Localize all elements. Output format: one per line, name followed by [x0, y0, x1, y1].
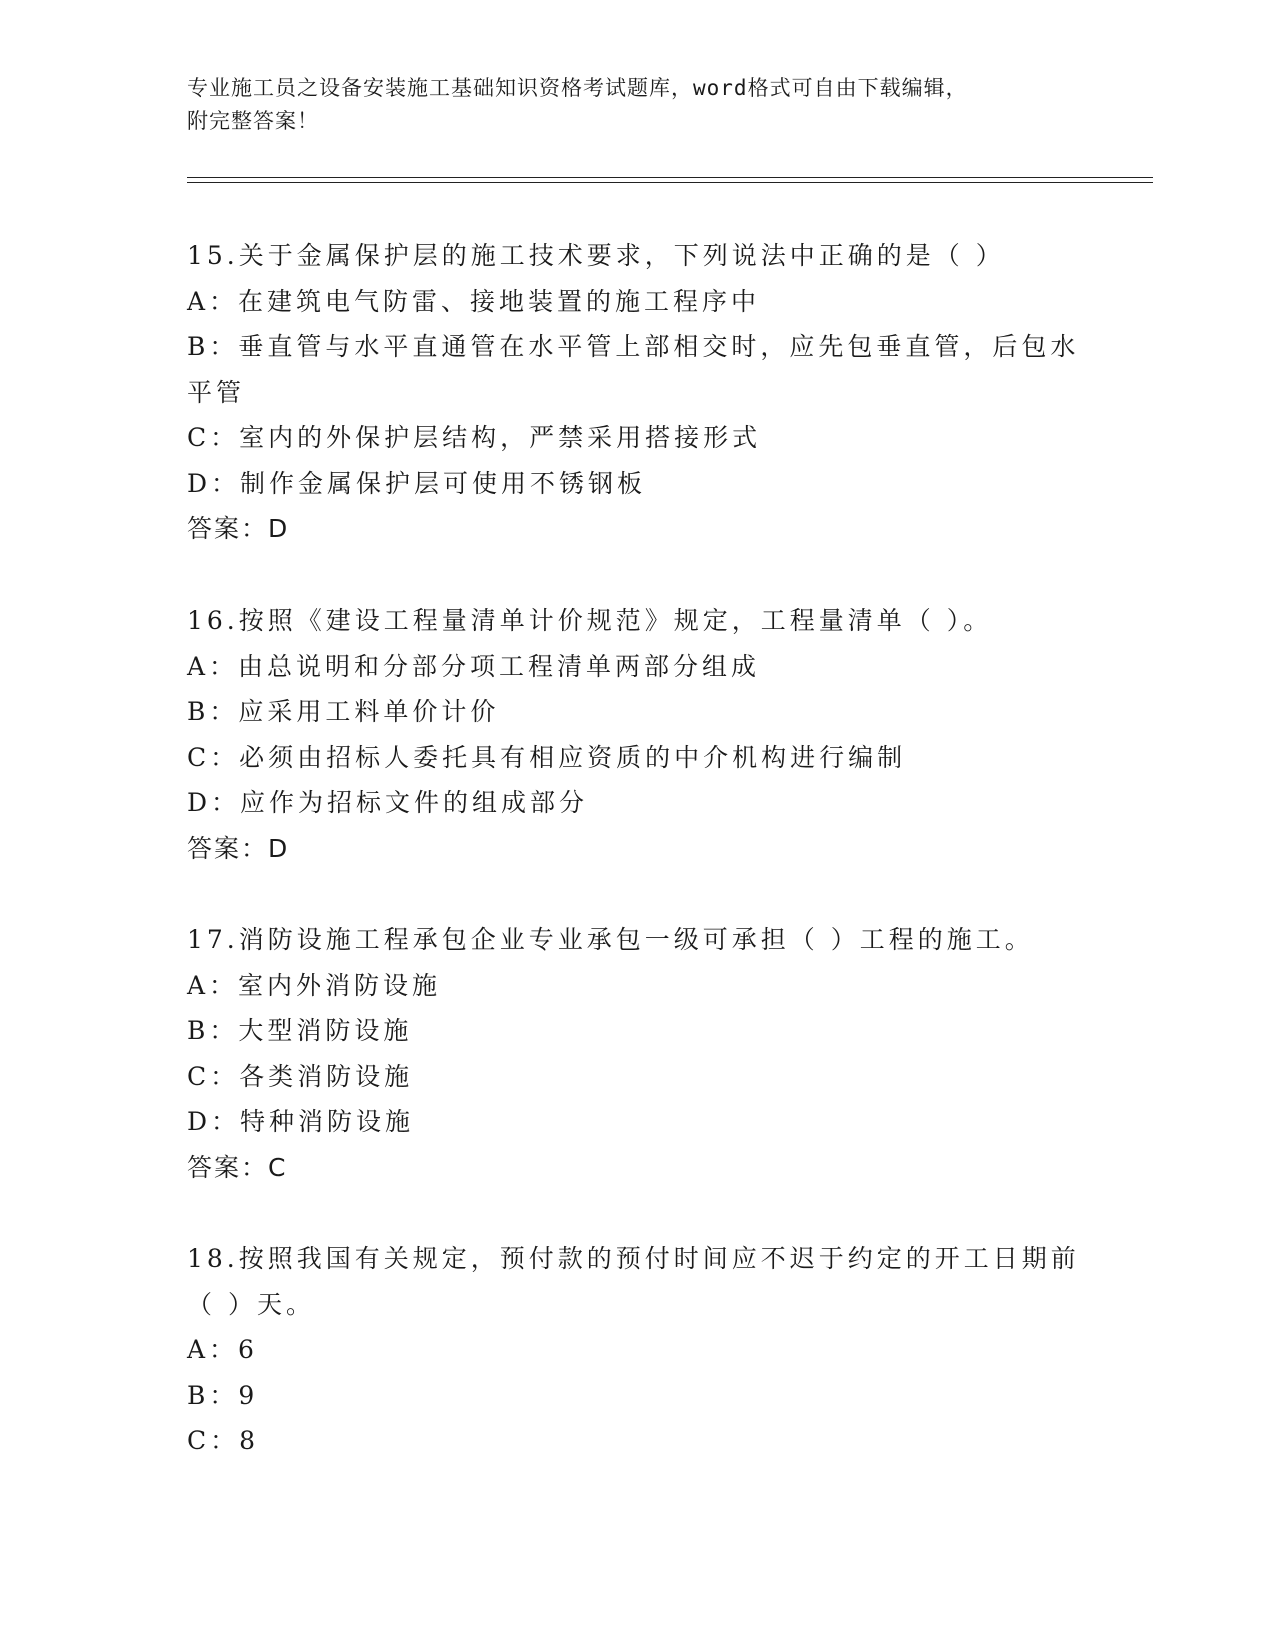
option-a: A：由总说明和分部分项工程清单两部分组成	[187, 651, 761, 681]
option-a: A：在建筑电气防雷、接地装置的施工程序中	[187, 286, 761, 316]
question-stem: 15.关于金属保护层的施工技术要求，下列说法中正确的是（ ）	[187, 241, 1005, 270]
option-b-continuation: 平管	[187, 377, 246, 407]
document-header	[187, 72, 1087, 138]
option-d: D：应作为招标文件的组成部分	[187, 788, 589, 817]
option-b: B：应采用工料单价计价	[187, 697, 500, 726]
option-b: B：大型消防设施	[187, 1016, 413, 1045]
header-divider-top	[187, 177, 1153, 178]
option-c: C：室内的外保护层结构，严禁采用搭接形式	[187, 423, 762, 452]
option-c: C：8	[187, 1426, 260, 1455]
option-b: B：9	[187, 1380, 259, 1410]
option-d: D：特种消防设施	[187, 1107, 415, 1136]
header-line-2: 附完整答案！	[187, 109, 319, 133]
question-stem: 18.按照我国有关规定，预付款的预付时间应不迟于约定的开工日期前	[187, 1244, 1080, 1273]
question-15	[187, 233, 1087, 552]
question-17	[187, 917, 1087, 1190]
header-divider-bottom	[187, 182, 1153, 183]
option-b: B：垂直管与水平直通管在水平管上部相交时，应先包垂直管，后包水	[187, 332, 1080, 361]
question-18	[187, 1236, 1087, 1464]
answer: 答案：D	[187, 514, 290, 543]
question-stem-continuation: （ ）天。	[187, 1289, 315, 1319]
question-16	[187, 598, 1087, 871]
option-c: C：各类消防设施	[187, 1061, 414, 1091]
question-stem: 17.消防设施工程承包企业专业承包一级可承担（ ）工程的施工。	[187, 925, 1034, 954]
question-stem: 16.按照《建设工程量清单计价规范》规定，工程量清单（ ）。	[187, 606, 993, 635]
answer: 答案：D	[187, 833, 290, 863]
option-d: D：制作金属保护层可使用不锈钢板	[187, 468, 647, 498]
answer: 答案：C	[187, 1152, 288, 1182]
option-a: A：室内外消防设施	[187, 970, 442, 1000]
header-line-1: 专业施工员之设备安装施工基础知识资格考试题库，word格式可自由下载编辑，	[187, 76, 968, 100]
option-c: C：必须由招标人委托具有相应资质的中介机构进行编制	[187, 742, 907, 772]
option-a: A：6	[187, 1335, 258, 1364]
